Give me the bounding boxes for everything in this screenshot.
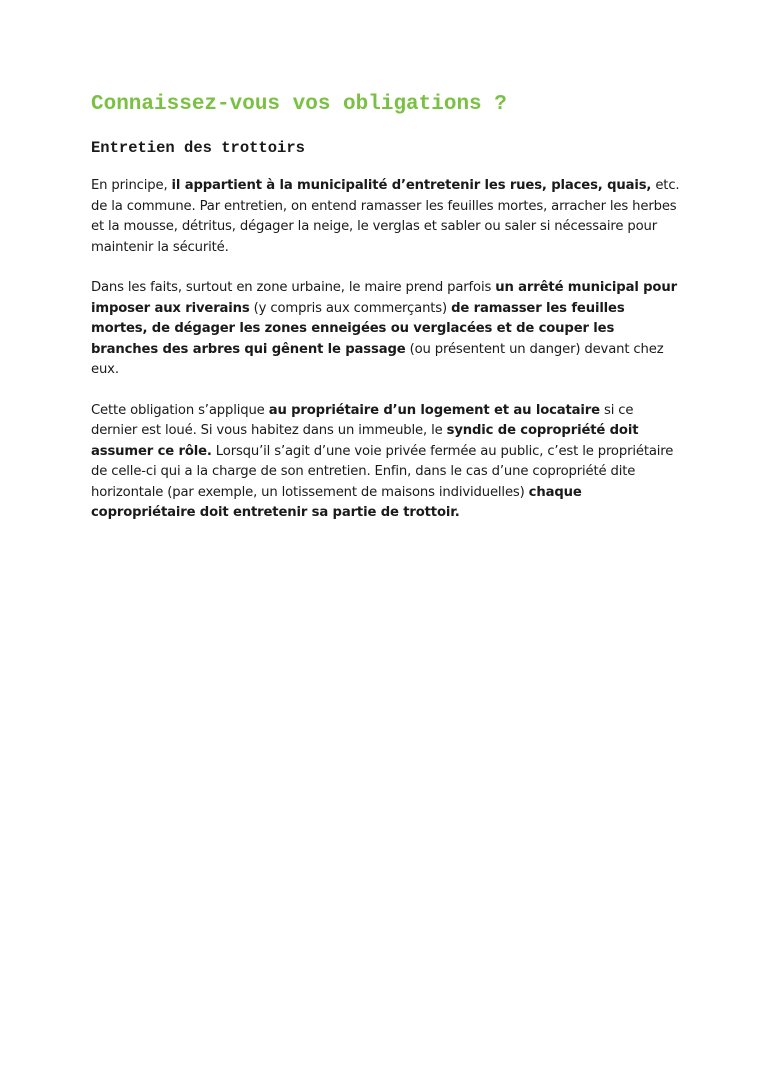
bold-text: de ramasser les feuilles mortes, de dégager les zones enneigées ou verglacées et de couper les branches des arbres qui gênent le passage [91,300,625,357]
bold-text: un arrêté municipal pour imposer aux riverains [91,280,677,316]
text-segment: Cette obligation s’applique [91,402,269,418]
paragraph-list [91,176,681,524]
text-segment: Lorsqu’il s’agit d’une voie privée fermée au public, c’est le propriétaire de celle-ci qui a la charge de son entretien. Enfin, dans le cas d’une copropriété dite horizontale (par exemple, un lotissement de maisons individuelles) [91,443,674,500]
bold-text: il appartient à la municipalité d’entretenir les rues, places, quais, [171,178,652,193]
text-segment: (y compris aux commerçants) [249,300,452,316]
text-segment: si ce dernier est loué. Si vous habitez dans un immeuble, le [91,402,634,438]
section-title: Entretien des trottoirs [91,139,305,157]
paragraph [91,176,681,258]
paragraph [91,401,681,524]
bold-text: au propriétaire d’un logement et au locataire [268,402,600,418]
paragraph [91,278,681,381]
bold-text: syndic de copropriété doit assumer ce rôle. [91,423,639,459]
text-segment: etc. de la commune. Par entretien, on entend ramasser les feuilles mortes, arracher les herbes et la mousse, détritus, dégager la neige, le verglas et sabler ou saler si nécessaire pour maintenir la sécurité. [91,178,680,255]
bold-text: chaque copropriétaire doit entretenir sa partie de trottoir. [91,484,582,520]
text-segment: En principe, [91,178,172,193]
text-segment: Dans les faits, surtout en zone urbaine, le maire prend parfois [91,280,496,295]
document-page [91,92,681,544]
text-segment: (ou présentent un danger) devant chez eux. [91,341,664,377]
document-title: Connaissez-vous vos obligations ? [91,93,507,116]
